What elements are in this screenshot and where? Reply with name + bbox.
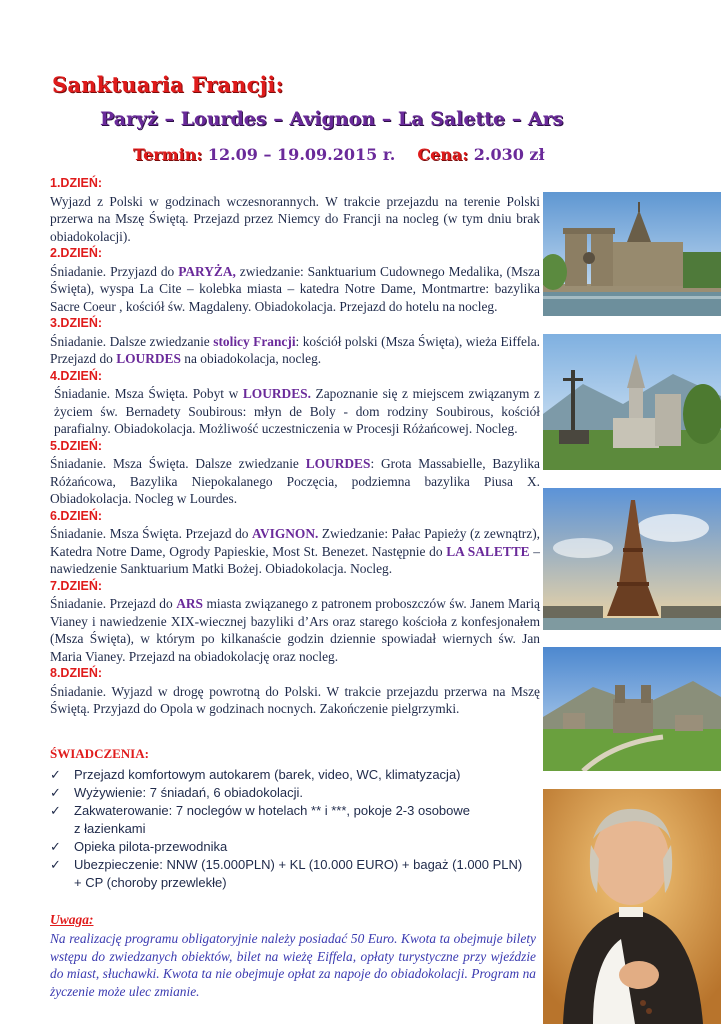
- service-text: Wyżywienie: 7 śniadań, 6 obiadokolacji.: [74, 785, 303, 800]
- service-text: Zakwaterowanie: 7 noclegów w hotelach ** i ***, pokoje 2-3 osobowe: [74, 803, 471, 818]
- day-text: Śniadanie. Wyjazd w drogę powrotną do Polski. W trakcie przejazdu przerwa na Mszę Świętą. Przyjazd do Opola w godzinach nocnych. Zakończenie pielgrzymki.: [50, 683, 540, 716]
- note-text: Na realizację programu obligatoryjnie należy posiadać 50 Euro. Kwota ta obejmuje bilety wstępu do zwiedzanych obiektów, bilet na wieżę Eiffela, opłaty turystyczne przy wjeździe do miast, słuchawki. Kwota ta nie obejmuje opłat za napoje do obiadokolacji. Program na życzenie może ulec zmianie.: [50, 931, 536, 999]
- service-item: [50, 784, 536, 802]
- day-text: Śniadanie. Msza Święta. Pobyt w: [54, 386, 243, 401]
- day-heading: 6.DZIEŃ:: [50, 508, 103, 523]
- highlight-place: AVIGNON.: [252, 526, 319, 541]
- day-heading: 5.DZIEŃ:: [50, 438, 103, 453]
- day-text: Śniadanie. Msza Święta. Dalsze zwiedzanie: [50, 456, 306, 471]
- highlight-place: LOURDES: [305, 456, 371, 471]
- lourdes-photo: [543, 334, 721, 470]
- day-heading: 8.DZIEŃ:: [50, 666, 103, 680]
- highlight-place: stolicy Francji: [213, 333, 296, 349]
- day-text: Zapoznanie się z miejscem związanym z życiem św. Bernadety Soubirous: młyn de Boly - dom rodziny Soubirous, kościół parafialny. Obiadokolacja. Możliwość uczestniczenia w Procesji Różańcowej. Nocleg.: [54, 386, 540, 436]
- service-text: Opieka pilota-przewodnika: [74, 839, 228, 854]
- service-item: [50, 766, 536, 784]
- service-text-continued: + CP (choroby przewlekłe): [74, 875, 227, 890]
- highlight-place: PARYŻA,: [178, 263, 236, 279]
- services-heading: ŚWIADCZENIA:: [50, 746, 149, 761]
- price-value: 2.030 zł: [468, 145, 545, 164]
- day-text: : kościół polski (Msza Święta), wieża Eiffela. Przejazd do: [50, 333, 540, 366]
- day-text: – nawiedzenie Sanktuarium Matki Bożej. Obiadokolacja. Nocleg.: [50, 543, 540, 576]
- check-icon: ✓: [50, 857, 61, 872]
- day-description: [50, 385, 540, 438]
- check-icon: ✓: [50, 785, 61, 800]
- service-text-continued: z łazienkami: [74, 821, 146, 836]
- la-salette-photo: [543, 647, 721, 771]
- services-list: [50, 766, 536, 892]
- day-description: [50, 595, 540, 665]
- saint-vianney-portrait: [543, 789, 721, 1024]
- term-line: [133, 145, 545, 164]
- day-text: Śniadanie. Dalsze zwiedzanie: [50, 333, 214, 349]
- service-item: [50, 802, 536, 838]
- day-text: na obiadokolacja, nocleg.: [180, 351, 322, 366]
- notre-dame-photo: [543, 192, 721, 316]
- day-text: Śniadanie. Przejazd do: [50, 596, 177, 611]
- day-description: [50, 193, 540, 246]
- day-heading: 7.DZIEŃ:: [50, 578, 103, 593]
- service-text: Przejazd komfortowym autokarem (barek, video, WC, klimatyzacja): [74, 767, 461, 782]
- eiffel-tower-photo: [543, 488, 721, 630]
- day-text: Śniadanie. Przyjazd do: [50, 263, 179, 279]
- check-icon: ✓: [50, 767, 61, 782]
- day-heading: 1.DZIEŃ:: [50, 176, 103, 190]
- day-heading: 4.DZIEŃ:: [50, 368, 103, 383]
- day-heading: 2.DZIEŃ:: [50, 246, 103, 260]
- service-item: [50, 856, 536, 892]
- day-description: [50, 683, 540, 718]
- document-title: Sanktuaria Francji:: [52, 72, 284, 97]
- day-heading: 3.DZIEŃ:: [50, 316, 103, 330]
- day-description: [50, 525, 540, 578]
- day-description: [50, 455, 540, 508]
- term-label: Termin:: [133, 145, 203, 164]
- day-text: Śniadanie. Msza Święta. Przejazd do: [50, 526, 252, 541]
- check-icon: ✓: [50, 839, 61, 854]
- day-text: Wyjazd z Polski w godzinach wczesnorannych. W trakcie przejazdu na terenie Polski przerwa na Mszę Świętą. Przejazd przez Niemcy do Francji na nocleg (w tym dniu brak obiadokolacji).: [50, 193, 540, 244]
- day-description: [50, 333, 540, 368]
- day-text: : Grota Massabielle, Bazylika Różańcowa, Bazylika Niepokalanego Poczęcia, podziemna bazylika Piusa X. Obiadokolacja. Nocleg w Lourdes.: [50, 456, 540, 506]
- highlight-place: ARS: [176, 596, 203, 611]
- service-text: Ubezpieczenie: NNW (15.000PLN) + KL (10.000 EURO) + bagaż (1.000 PLN): [74, 857, 523, 872]
- highlight-place: LA SALETTE: [446, 543, 530, 559]
- price-label: Cena:: [417, 145, 469, 164]
- day-text: miasta związanego z patronem proboszczów św. Janem Marią Vianey i nawiedzenie XIX-wiecznej bazyliki d’Ars oraz starego kościoła z konfesjonałem (Msza Święta), w którym po kilkanaście godzin dziennie spowiadał wiernych św. Jan Maria Vianey. Przejazd na obiadokolację oraz nocleg.: [50, 596, 540, 664]
- itinerary: [50, 175, 540, 718]
- day-description: [50, 263, 540, 316]
- note-heading: Uwaga:: [50, 912, 94, 927]
- term-value: 12.09 – 19.09.2015 r.: [202, 145, 396, 164]
- route-title: Paryż – Lourdes – Avignon – La Salette – Ars: [100, 108, 564, 130]
- highlight-place: LOURDES: [116, 351, 181, 366]
- day-text: zwiedzanie: Sanktuarium Cudownego Medalika, (Msza Święta), wyspa La Cite – kolebka miasta – katedra Notre Dame, Montmartre: bazylika Sacre Coeur , kościół św. Magdaleny. Obiadokolacja. Przejazd do hotelu na nocleg.: [50, 263, 540, 314]
- check-icon: ✓: [50, 803, 61, 818]
- highlight-place: LOURDES.: [242, 386, 311, 401]
- service-item: [50, 838, 536, 856]
- day-text: Zwiedzanie: Pałac Papieży (z zewnątrz), Katedra Notre Dame, Ogrody Papieskie, Most St. Benezet. Następnie do: [50, 526, 540, 559]
